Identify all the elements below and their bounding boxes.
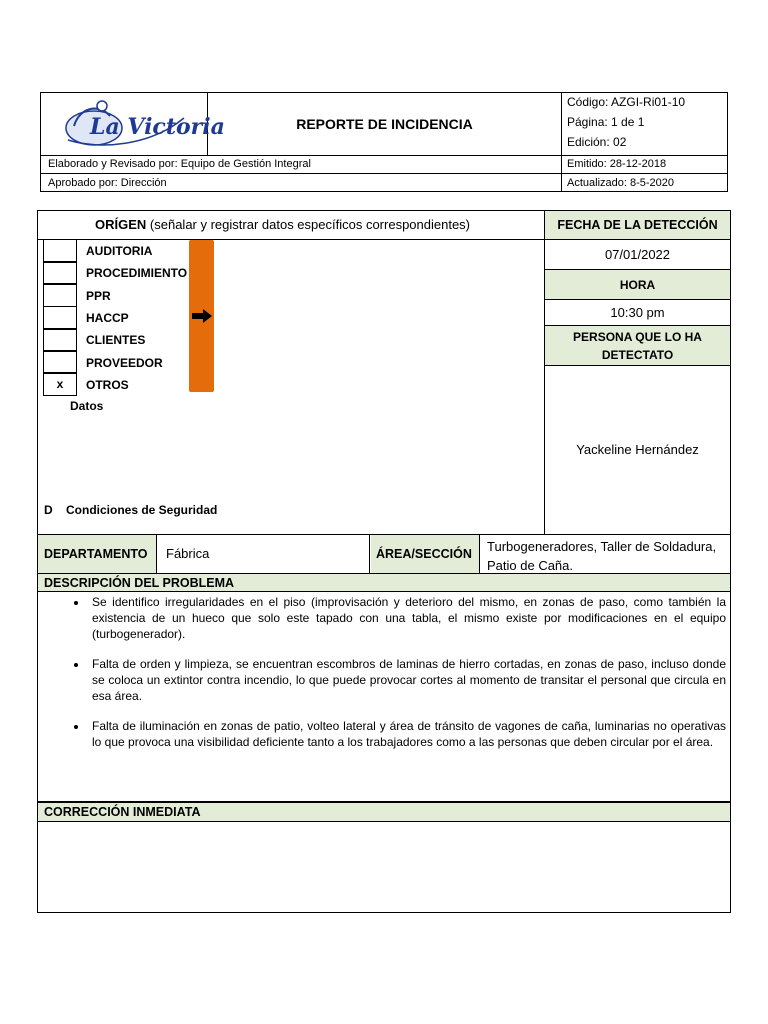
detection-date-value: 07/01/2022 (545, 240, 730, 270)
origin-item (43, 374, 187, 396)
arrow-bar (189, 240, 214, 392)
report-title: REPORTE DE INCIDENCIA (296, 115, 473, 132)
issued-date: Emitido: 28-12-2018 (567, 158, 667, 170)
approved-by: Aprobado por: Dirección (48, 177, 167, 189)
updated-date: Actualizado: 8-5-2020 (567, 177, 675, 189)
detection-time-label: HORA (545, 270, 730, 300)
detection-time-value: 10:30 pm (545, 300, 730, 326)
origin-title: ORÍGEN (señalar y registrar datos específicos correspondientes) (37, 210, 545, 240)
origin-item-label: OTROS (86, 377, 129, 392)
origin-item (43, 329, 187, 351)
detection-date-label: FECHA DE LA DETECCIÓN (545, 211, 730, 240)
origin-checkbox[interactable]: x (43, 372, 77, 396)
origin-item-label: PROCEDIMIENTO (86, 266, 188, 281)
area-label: ÁREA/SECCIÓN (371, 535, 480, 573)
detector-person-label: PERSONA QUE LO HA DETECTATO (545, 326, 730, 366)
problem-item: • Falta de orden y limpieza, se encuentran escombros de laminas de hierro cortadas, en zonas de paso, incluso donde se coloca un extintor contra incendio, lo que puede provocar cortes al momento de transitar el personal que circula en esa área. (88, 656, 726, 704)
origin-checkbox[interactable] (43, 239, 77, 263)
company-logo (60, 96, 225, 152)
origin-checkbox[interactable] (43, 261, 77, 285)
arrow-right-icon (191, 308, 213, 324)
doc-edition: Edición: 02 (567, 135, 627, 149)
origin-checkbox[interactable] (43, 350, 77, 374)
doc-code: Código: AZGI-Ri01-10 (567, 95, 686, 109)
origin-item-label: CLIENTES (86, 333, 146, 348)
origin-item-label: PROVEEDOR (86, 355, 163, 370)
correction-label: CORRECCIÓN INMEDIATA (38, 803, 730, 822)
data-label: Datos (70, 399, 104, 413)
condition-text: Condiciones de Seguridad (66, 503, 218, 517)
origin-item-label: PPR (86, 288, 111, 303)
origin-item (43, 351, 187, 373)
department-label: DEPARTAMENTO (38, 535, 157, 573)
origin-item-label: AUDITORIA (86, 244, 153, 259)
logo-text: La Victoria (90, 114, 225, 140)
origin-item (43, 307, 187, 329)
problem-item: • Se identifico irregularidades en el piso (improvisación y deterioro del mismo, en zonas de paso, como también la existencia de un hueco que solo este tapado con una tabla, el mismo existe por modificaciones en el equipo (turbogenerador). (88, 594, 726, 642)
department-value: Fábrica (158, 535, 370, 573)
area-value: Turbogeneradores, Taller de Soldadura, Patio de Caña. (487, 539, 717, 573)
origin-checkbox[interactable] (43, 306, 77, 330)
origin-checkbox[interactable] (43, 283, 77, 307)
problem-label: DESCRIPCIÓN DEL PROBLEMA (38, 574, 730, 592)
doc-page: Página: 1 de 1 (567, 115, 645, 129)
condition-code: D (44, 503, 53, 517)
origin-checklist (43, 240, 187, 396)
prepared-by: Elaborado y Revisado por: Equipo de Gestión Integral (48, 158, 311, 170)
origin-item (43, 262, 187, 284)
origin-item (43, 240, 187, 262)
origin-item (43, 285, 187, 307)
detector-person-value: Yackeline Hernández (576, 442, 699, 457)
problem-list (38, 594, 726, 764)
origin-checkbox[interactable] (43, 328, 77, 352)
origin-item-label: HACCP (86, 311, 129, 326)
problem-item: • Falta de iluminación en zonas de patio, volteo lateral y área de tránsito de vagones de caña, luminarias no operativas lo que provoca una visibilidad deficiente tanto a los trabajadores como a las personas que deben circular por el área. (88, 718, 726, 750)
